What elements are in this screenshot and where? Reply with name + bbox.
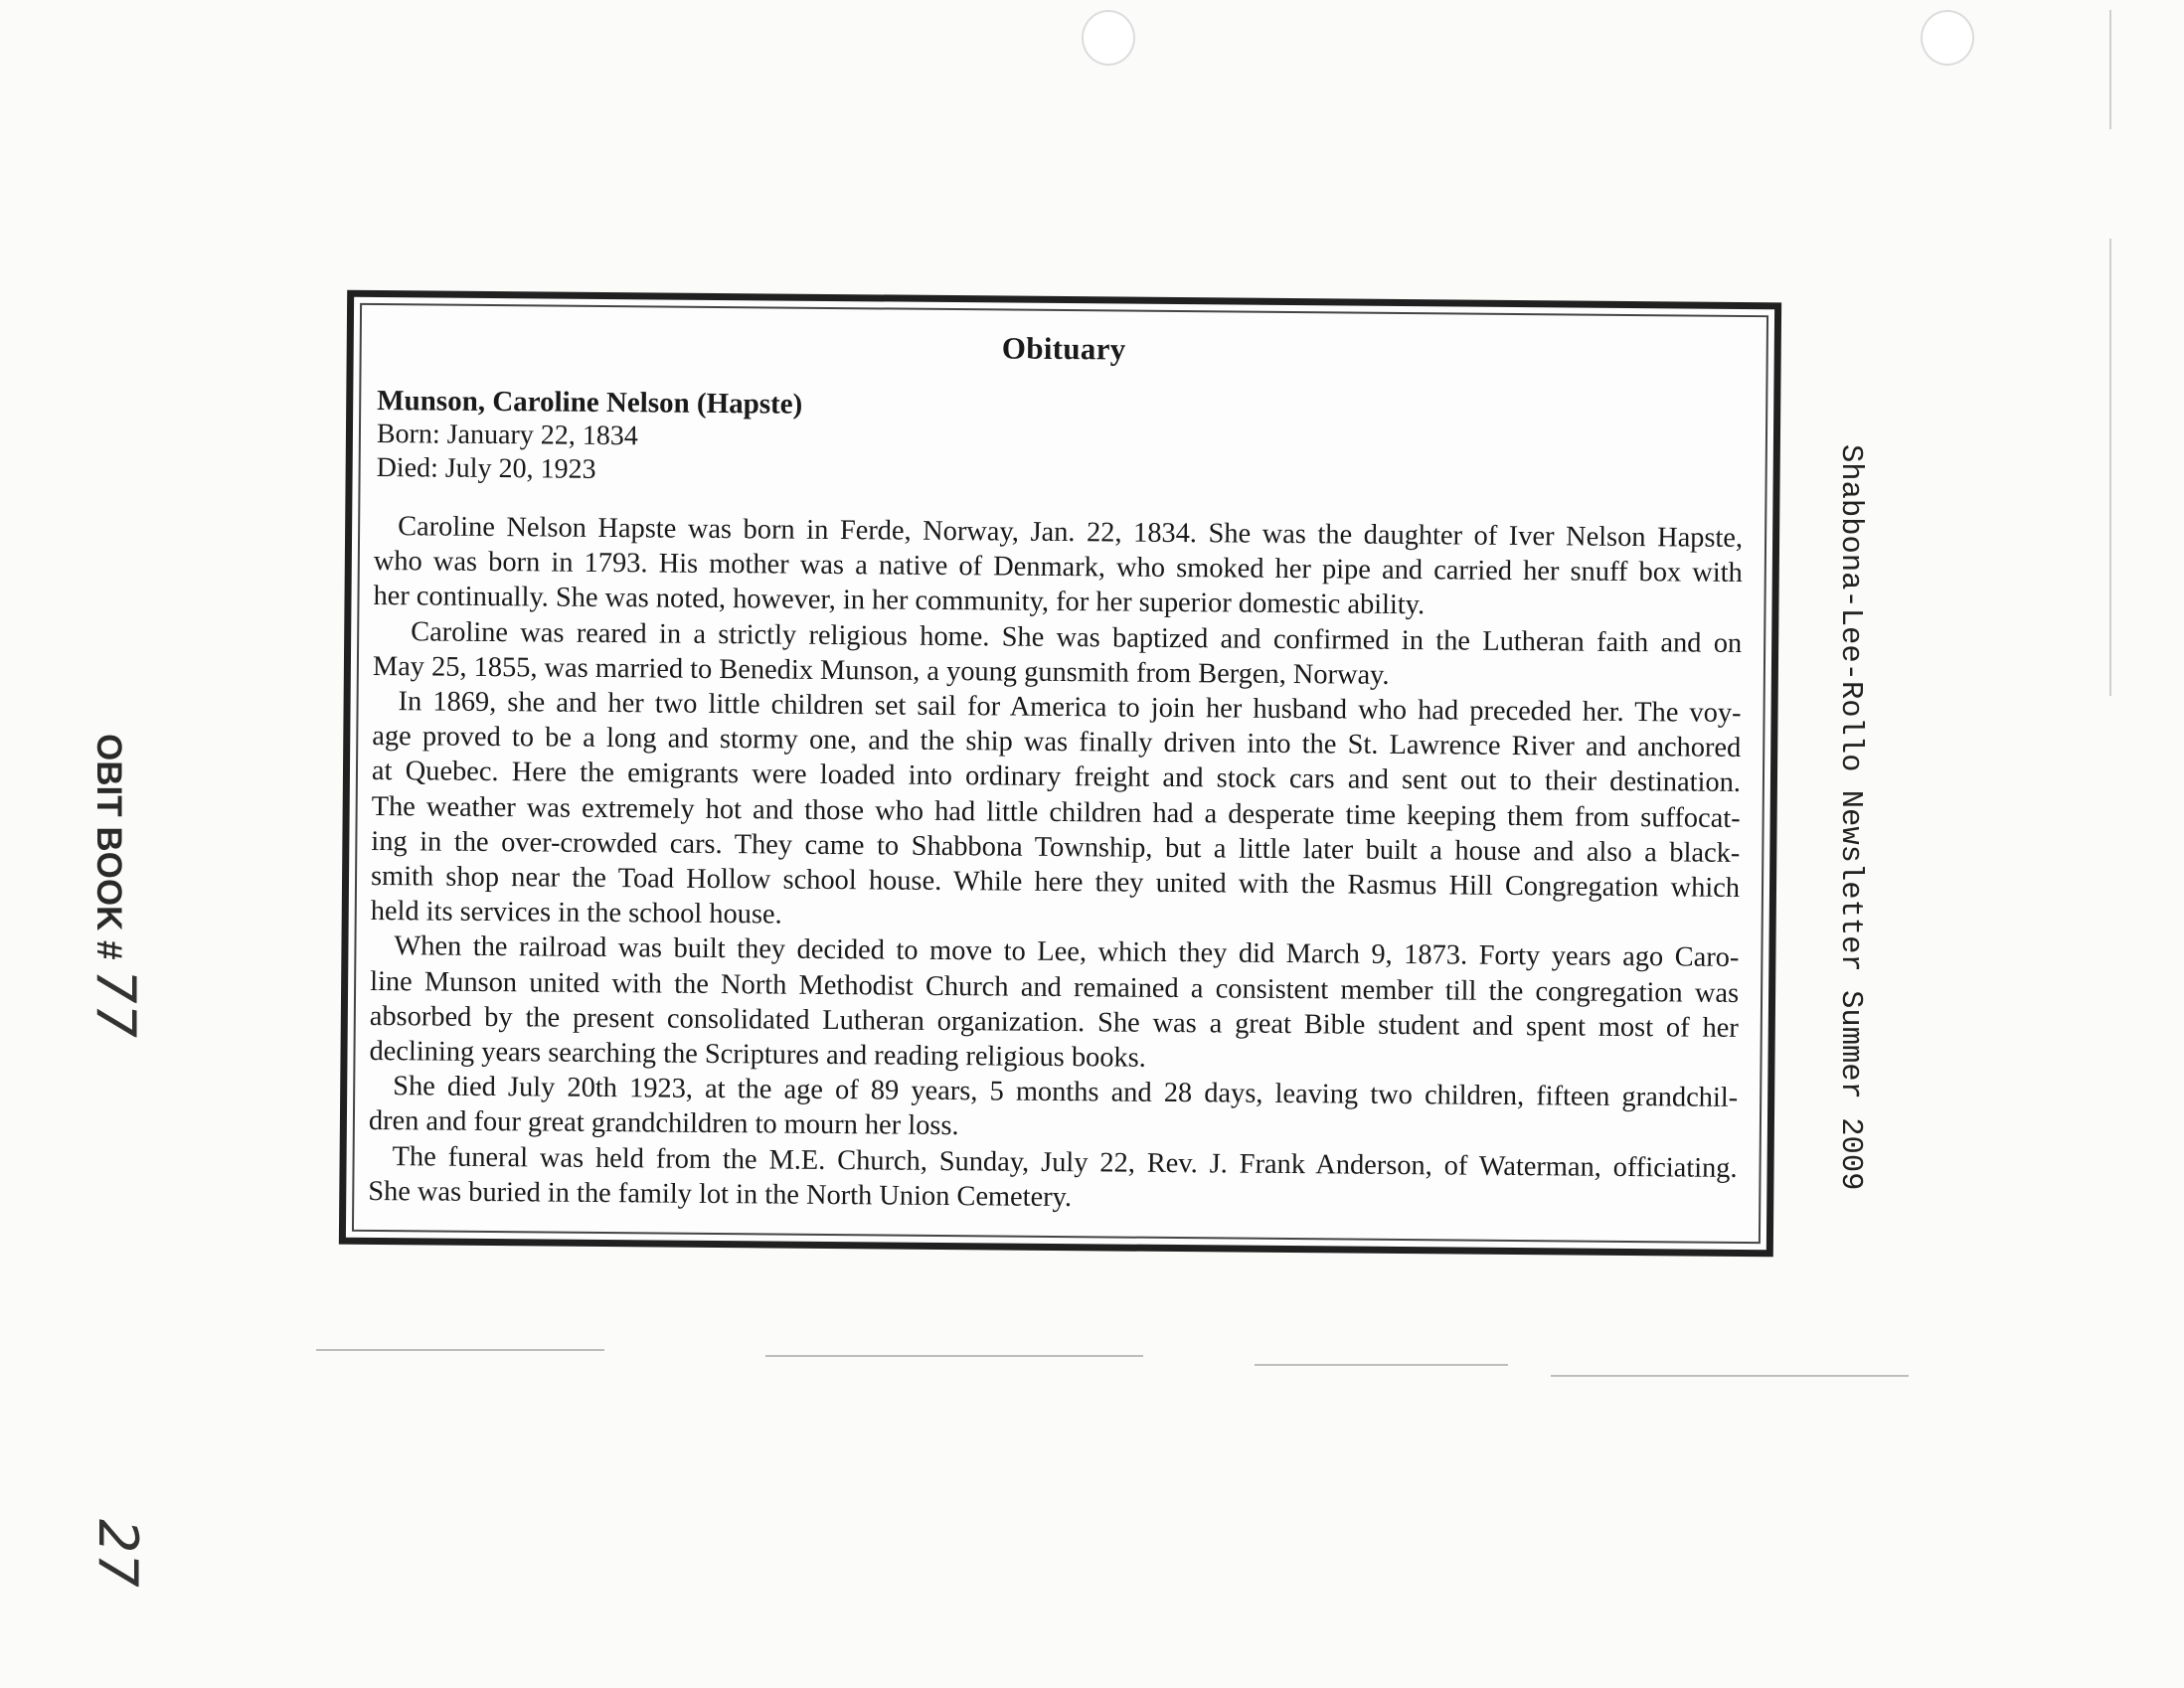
stamp-label: OBIT BOOK #: [89, 734, 128, 960]
deceased-name: Munson, Caroline Nelson (Hapste): [377, 384, 803, 421]
obituary-frame: [352, 303, 1768, 1244]
body-line: May 25, 1855, was married to Benedix Munson, a young gunsmith from Bergen, Norway.: [372, 650, 1390, 691]
stamp-number: 77: [84, 969, 147, 1038]
obituary-body: [368, 509, 1743, 1221]
page-edge-line: [2109, 239, 2111, 696]
body-line: She was buried in the family lot in the North Union Cemetery.: [368, 1175, 1073, 1213]
body-line: The weather was extremely hot and those who had little children had a desperate time keeping them from suffocat-: [371, 790, 1741, 834]
obituary-heading: Obituary: [1001, 330, 1126, 367]
body-line: When the railroad was built they decided to move to Lee, which they did March 9, 1873. Forty years ago Caro-: [394, 930, 1740, 974]
body-line: declining years searching the Scriptures and reading religious books.: [369, 1035, 1146, 1074]
body-line: Caroline Nelson Hapste was born in Ferde, Norway, Jan. 22, 1834. She was the daughter of Iver Nelson Hapste,: [398, 511, 1744, 554]
scan-line: [316, 1349, 604, 1351]
body-line: at Quebec. Here the emigrants were loaded into ordinary freight and stock cars and sent out to their destination.: [371, 756, 1742, 799]
page-edge-line: [2109, 10, 2111, 129]
body-line: Caroline was reared in a strictly religious home. She was baptized and confirmed in the Lutheran faith and on: [411, 615, 1743, 659]
body-line: The funeral was held from the M.E. Church, Sunday, July 22, Rev. J. Frank Anderson, of Waterman, officiating.: [392, 1140, 1738, 1184]
source-note: Shabbona-Lee-Rollo Newsletter Summer 2009: [1833, 444, 1867, 1191]
body-line: In 1869, she and her two little children set sail for America to join her husband who had preceded her. The voy-: [398, 686, 1742, 729]
punch-hole: [1921, 10, 1974, 66]
punch-hole: [1082, 10, 1135, 66]
page-number: 27: [86, 1519, 149, 1588]
body-line: smith shop near the Toad Hollow school house. While here they united with the Rasmus Hill Congregation which: [370, 860, 1741, 904]
birth-date: Born: January 22, 1834: [376, 418, 638, 452]
body-line: who was born in 1793. His mother was a native of Denmark, who smoked her pipe and carried her snuff box with: [373, 546, 1743, 590]
scan-line: [765, 1355, 1143, 1357]
body-line: absorbed by the present consolidated Lutheran organization. She was a great Bible student and spent most of her: [369, 1000, 1739, 1044]
body-line: her continually. She was noted, however, in her community, for her superior domestic ability.: [373, 581, 1426, 621]
body-line: age proved to be a long and stormy one, and the ship was finally driven into the St. Lawrence River and anchored: [372, 721, 1742, 764]
body-line: line Munson united with the North Methodist Church and remained a consistent member till the congregation was: [370, 965, 1740, 1009]
obituary-clipping: [339, 290, 1781, 1258]
obit-book-stamp: [84, 734, 147, 1038]
death-date: Died: July 20, 1923: [376, 451, 596, 485]
body-line: dren and four great grandchildren to mourn her loss.: [368, 1105, 959, 1142]
body-line: held its services in the school house.: [370, 896, 782, 930]
scan-line: [1551, 1375, 1909, 1377]
body-line: ing in the over-crowded cars. They came to Shabbona Township, but a little later built a house and also a black-: [371, 825, 1741, 869]
scan-line: [1255, 1364, 1508, 1366]
body-line: She died July 20th 1923, at the age of 89 years, 5 months and 28 days, leaving two children, fifteen grandchil-: [393, 1071, 1739, 1114]
